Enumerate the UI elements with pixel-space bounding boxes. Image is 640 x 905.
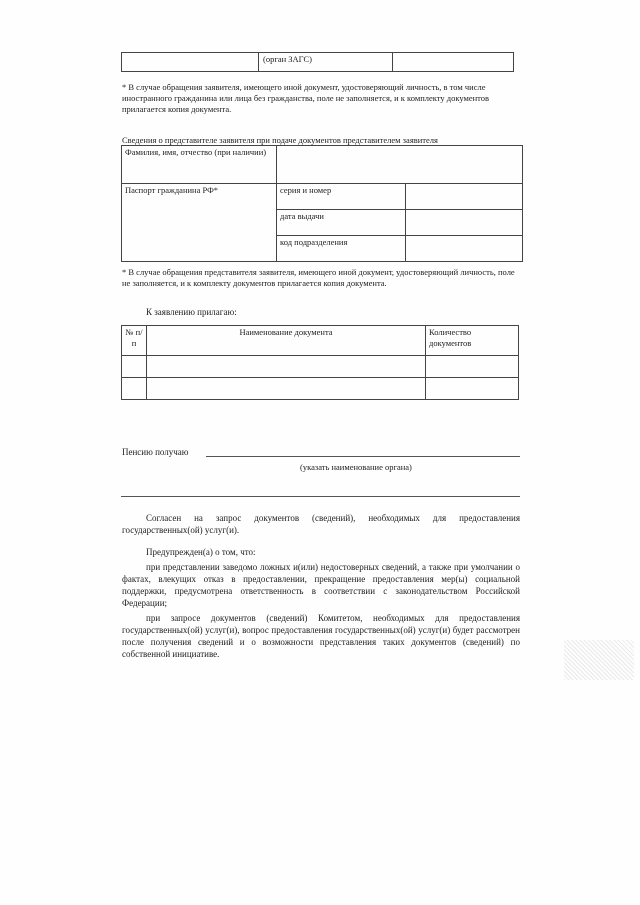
attachments-intro: К заявлению прилагаю: xyxy=(146,307,237,317)
representative-footnote: * В случае обращения представителя заявителя, имеющего иной документ, удостоверяющий личность, поле не заполняется, и к комплекту документов прилагается копия документа. xyxy=(122,267,515,288)
attachments-table xyxy=(121,325,519,400)
attachment-row-1-name[interactable] xyxy=(147,356,426,378)
scan-noise-speckle xyxy=(564,640,634,680)
division-code-value-cell[interactable] xyxy=(406,236,523,262)
attachment-row-2-num[interactable] xyxy=(122,378,147,400)
attachment-row-2-name[interactable] xyxy=(147,378,426,400)
warned-intro: Предупрежден(а) о том, что: xyxy=(146,547,256,557)
col-number-header: № п/п xyxy=(122,326,147,356)
warning-paragraph-2: при запросе документов (сведений) Комитетом, необходимых для предоставления государственных(ой) услуг(и), вопрос предоставления государственных(ой) услуг(и) будет рассмотрен после получения сведений и о возможности представления таких документов (сведений) по собственной инициативе. xyxy=(122,613,520,659)
representative-table xyxy=(121,145,523,262)
passport-label: Паспорт гражданина РФ* xyxy=(122,184,277,262)
organ-hint: (указать наименование органа) xyxy=(300,462,412,472)
attachment-row-2-count[interactable] xyxy=(426,378,519,400)
series-value-cell[interactable] xyxy=(406,184,523,210)
zags-empty-cell-left xyxy=(122,53,259,72)
attachment-row-1-num[interactable] xyxy=(122,356,147,378)
issue-date-label: дата выдачи xyxy=(277,210,406,236)
warning-paragraph-1: при представлении заведомо ложных и(или) недостоверных сведений, а также при умолчании о фактах, влекущих отказ в предоставлении, прекращение предоставления мер(ы) социальной поддержки, предусмотрена ответственность в соответствии с законодательством Российской Федерации; xyxy=(122,562,520,608)
pension-label: Пенсию получаю xyxy=(122,447,189,457)
fio-value-cell[interactable] xyxy=(277,146,523,184)
zags-table xyxy=(121,52,514,72)
fio-label: Фамилия, имя, отчество (при наличии) xyxy=(122,146,277,184)
col-document-name-header: Наименование документа xyxy=(147,326,426,356)
pension-organ-line-2[interactable] xyxy=(121,496,520,497)
applicant-footnote: * В случае обращения заявителя, имеющего иной документ, удостоверяющий личность, в том числе иностранного гражданина или лица без гражданства, поле не заполняется, и к комплекту документов прилагается копия документа. xyxy=(122,82,490,114)
zags-empty-cell-right xyxy=(393,53,514,72)
col-count-header: Количество документов xyxy=(426,326,519,356)
representative-section-title: Сведения о представителе заявителя при подаче документов представителем заявителя xyxy=(122,135,438,145)
pension-organ-line[interactable] xyxy=(206,456,520,457)
attachment-row-1-count[interactable] xyxy=(426,356,519,378)
issue-date-value-cell[interactable] xyxy=(406,210,523,236)
zags-organ-cell: (орган ЗАГС) xyxy=(259,53,393,72)
division-code-label: код подразделения xyxy=(277,236,406,262)
series-label: серия и номер xyxy=(277,184,406,210)
consent-text: Согласен на запрос документов (сведений), необходимых для предоставления государственных(ой) услуг(и). xyxy=(122,513,520,535)
